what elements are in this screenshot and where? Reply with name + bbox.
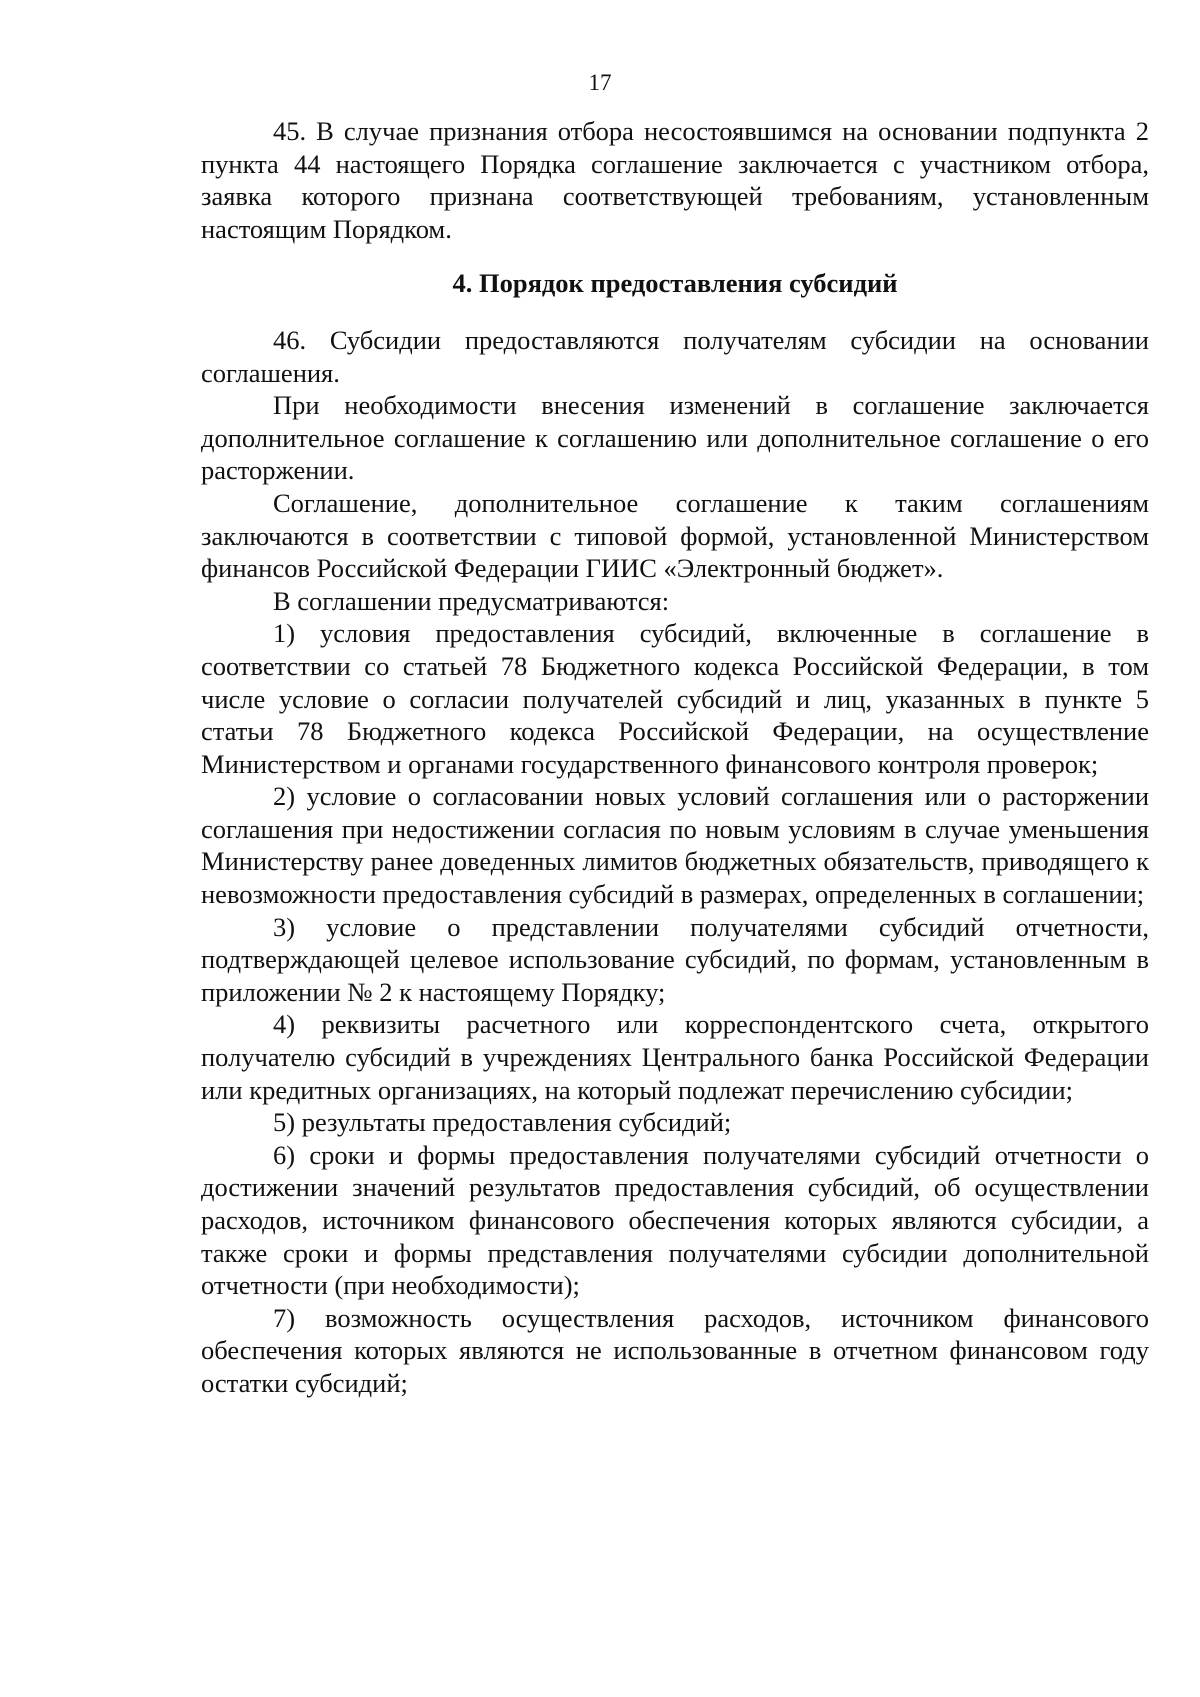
list-item-1: 1) условия предоставления субсидий, включенные в соглашение в соответствии со статьей 78 Бюджетного кодекса Российской Федерации, в том числе условие о согласии получателей субсидий и лиц, указанных в пункте 5 статьи 78 Бюджетного кодекса Российской Федерации, на осуществление Министерством и органами государственного финансового контроля проверок; bbox=[201, 618, 1149, 779]
list-item-5: 5) результаты предоставления субсидий; bbox=[273, 1107, 732, 1138]
list-item-4: 4) реквизиты расчетного или корреспондентского счета, открытого получателю субсидий в учреждениях Центрального банка Российской Федерации или кредитных организациях, на который подлежат перечислению субсидии; bbox=[201, 1009, 1149, 1105]
list-item-7: 7) возможность осуществления расходов, источником финансового обеспечения которых являются не использованные в отчетном финансовом году остатки субсидий; bbox=[201, 1302, 1149, 1398]
list-item-6: 6) сроки и формы предоставления получателями субсидий отчетности о достижении значений результатов предоставления субсидий, об осуществлении расходов, источником финансового обеспечения которых являются субсидии, а также сроки и формы представления получателями субсидии дополнительной отчетности (при необходимости); bbox=[201, 1139, 1149, 1301]
list-item-3: 3) условие о представлении получателями субсидий отчетности, подтверждающей целевое использование субсидий, по формам, установленным в приложении № 2 к настоящему Порядку; bbox=[201, 911, 1149, 1007]
paragraph-45: 45. В случае признания отбора несостоявшимся на основании подпункта 2 пункта 44 настоящего Порядка соглашение заключается с участником отбора, заявка которого признана соответствующей требованиям, установленным настоящим Порядком. bbox=[201, 116, 1149, 244]
paragraph-46: 46. Субсидии предоставляются получателям субсидии на основании соглашения. bbox=[201, 324, 1149, 388]
section-heading: 4. Порядок предоставления субсидий bbox=[452, 268, 898, 299]
paragraph-agreement-provisions: В соглашении предусматриваются: bbox=[273, 585, 670, 616]
list-item-2: 2) условие о согласовании новых условий соглашения или о расторжении соглашения при недостижении согласия по новым условиям в случае уменьшения Министерству ранее доведенных лимитов бюджетных обязательств, приводящего к невозможности предоставления субсидий в размерах, определенных в соглашении; bbox=[201, 781, 1149, 910]
document-body bbox=[201, 115, 1149, 1400]
paragraph-amendments: При необходимости внесения изменений в соглашение заключается дополнительное соглашение к соглашению или дополнительное соглашение о его расторжении. bbox=[201, 390, 1149, 486]
page-number: 17 bbox=[588, 70, 612, 95]
paragraph-standard-form: Соглашение, дополнительное соглашение к таким соглашениям заключаются в соответствии с типовой формой, установленной Министерством финансов Российской Федерации ГИИС «Электронный бюджет». bbox=[201, 487, 1149, 584]
